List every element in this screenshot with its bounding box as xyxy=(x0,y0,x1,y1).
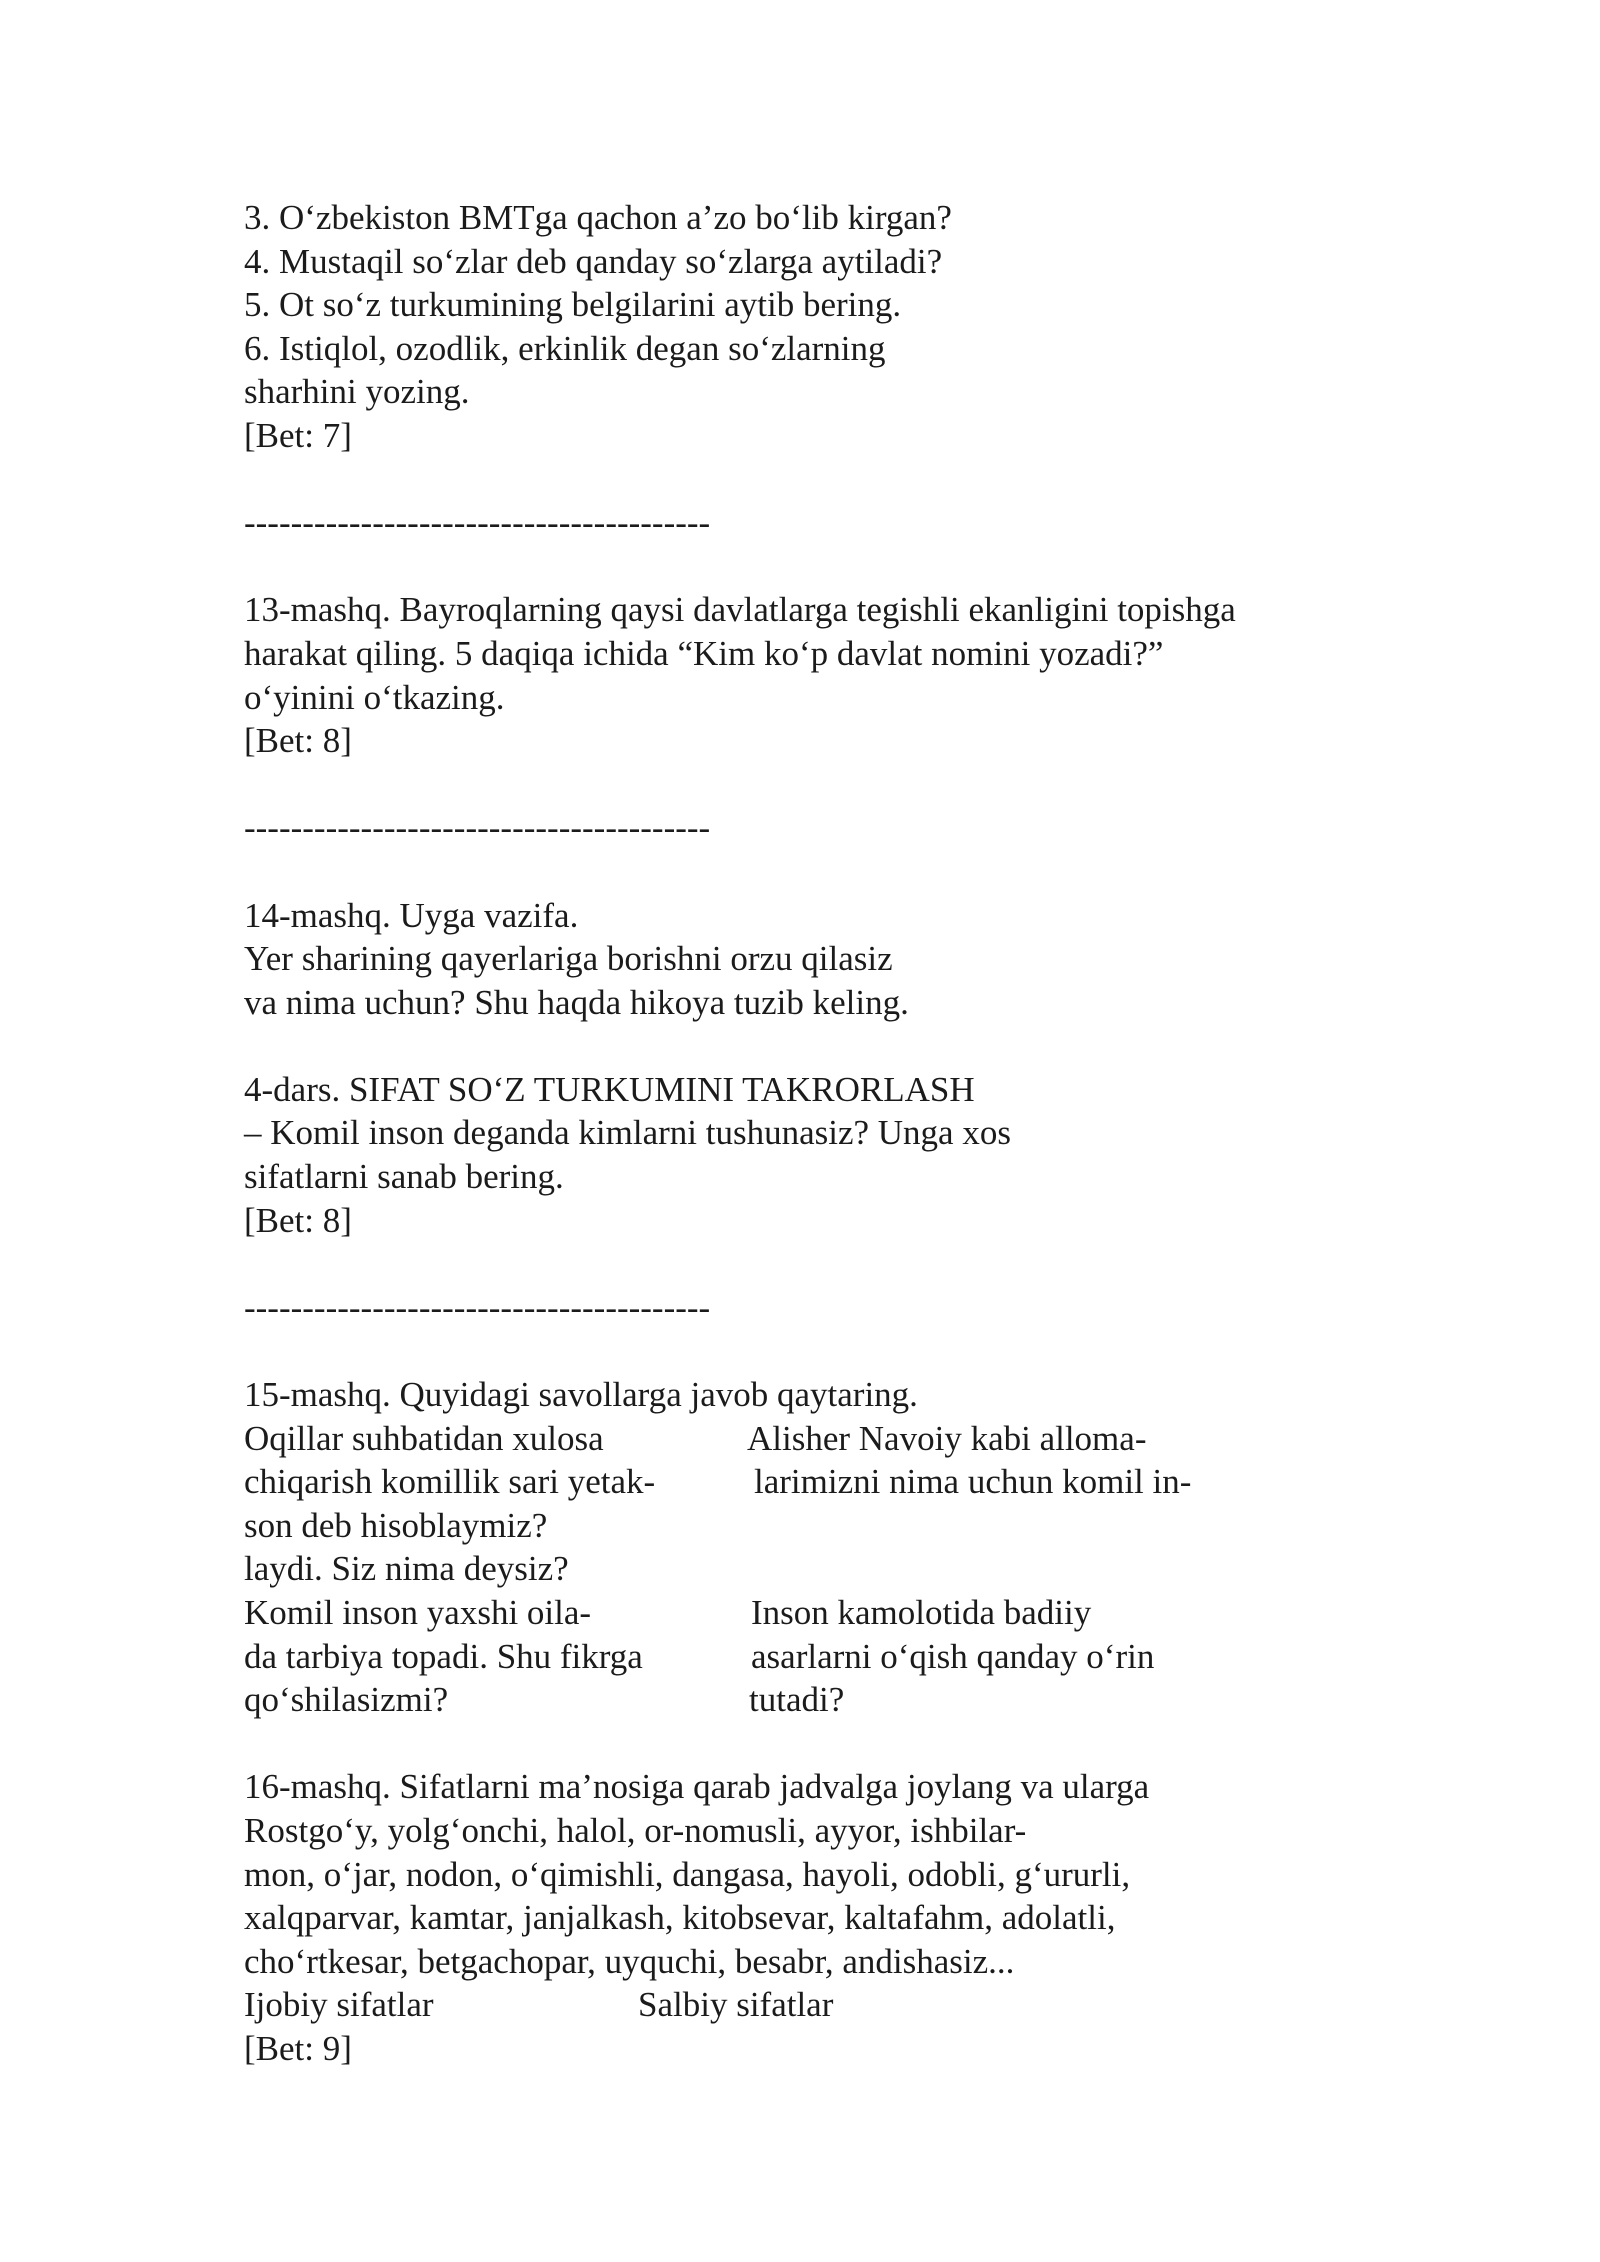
exercise-15-row-4: laydi. Siz nima deysiz? xyxy=(244,1549,569,1589)
negative-adjectives-heading: Salbiy sifatlar xyxy=(638,1985,834,2025)
exercise-16-line-1: 16-mashq. Sifatlarni ma’nosiga qarab jadvalga joylang va ularga xyxy=(244,1767,1150,1807)
exercise-15-row-6-right: asarlarni o‘qish qanday o‘rin xyxy=(751,1636,1155,1676)
exercise-15-row-2-right: larimizni nima uchun komil in- xyxy=(754,1462,1192,1502)
exercise-16-line-4: xalqparvar, kamtar, janjalkash, kitobsevar, kaltafahm, adolatli, xyxy=(244,1898,1116,1938)
exercise-14-line-2: Yer sharining qayerlariga borishni orzu qilasiz xyxy=(244,939,893,979)
exercise-15-row-1-right: Alisher Navoiy kabi alloma- xyxy=(747,1418,1147,1458)
page-reference-8a: [Bet: 8] xyxy=(244,721,352,761)
separator-1: ---------------------------------------- xyxy=(244,503,711,543)
exercise-16-line-2: Rostgo‘y, yolg‘onchi, halol, or-nomusli, ayyor, ishbilar- xyxy=(244,1810,1027,1850)
exercise-14-line-3: va nima uchun? Shu haqda hikoya tuzib keling. xyxy=(244,982,909,1022)
exercise-13-line-2: harakat qiling. 5 daqiqa ichida “Kim ko‘p davlat nomini yozadi?” xyxy=(244,633,1164,673)
page-reference-7: [Bet: 7] xyxy=(244,415,352,455)
exercise-15-row-1-left: Oqillar suhbatidan xulosa xyxy=(244,1418,604,1458)
exercise-15-row-5 xyxy=(244,1591,1444,1635)
positive-adjectives-heading: Ijobiy sifatlar xyxy=(244,1985,434,2025)
exercise-13-line-1: 13-mashq. Bayroqlarning qaysi davlatlarga tegishli ekanligini topishga xyxy=(244,590,1236,630)
question-6-line-1: 6. Istiqlol, ozodlik, erkinlik degan so‘zlarning xyxy=(244,328,886,368)
exercise-15-row-3: son deb hisoblaymiz? xyxy=(244,1505,548,1545)
exercise-15-row-7-left: qo‘shilasizmi? xyxy=(244,1680,449,1720)
question-3: 3. O‘zbekiston BMTga qachon a’zo bo‘lib kirgan? xyxy=(244,198,952,237)
exercise-15-row-6-left: da tarbiya topadi. Shu fikrga xyxy=(244,1636,643,1676)
document-body xyxy=(244,196,1444,2071)
question-6-line-2: sharhini yozing. xyxy=(244,372,470,412)
exercise-15-row-5-right: Inson kamolotida badiiy xyxy=(751,1593,1092,1632)
separator-3: ---------------------------------------- xyxy=(244,1287,711,1327)
exercise-13-line-3: o‘yinini o‘tkazing. xyxy=(244,677,505,717)
exercise-15-row-2 xyxy=(244,1460,1444,1504)
exercise-16-line-3: mon, o‘jar, nodon, o‘qimishli, dangasa, hayoli, odobli, g‘ururli, xyxy=(244,1854,1131,1894)
exercise-15-row-1 xyxy=(244,1417,1444,1461)
exercise-16-line-5: cho‘rtkesar, betgachopar, uyquchi, besabr, andishasiz... xyxy=(244,1941,1015,1981)
exercise-16-columns xyxy=(244,1983,1444,2027)
question-4: 4. Mustaqil so‘zlar deb qanday so‘zlarga aytiladi? xyxy=(244,241,943,281)
separator-2: ---------------------------------------- xyxy=(244,808,711,848)
lesson-4-line-1: – Komil inson deganda kimlarni tushunasiz? Unga xos xyxy=(244,1113,1011,1153)
question-5: 5. Ot so‘z turkumining belgilarini aytib bering. xyxy=(244,285,902,325)
exercise-15-row-5-left: Komil inson yaxshi oila- xyxy=(244,1593,592,1632)
exercise-15-row-6 xyxy=(244,1635,1444,1679)
exercise-14-title: 14-mashq. Uyga vazifa. xyxy=(244,895,579,935)
lesson-4-line-2: sifatlarni sanab bering. xyxy=(244,1157,564,1197)
exercise-15-row-7 xyxy=(244,1678,1444,1722)
exercise-15-title: 15-mashq. Quyidagi savollarga javob qaytaring. xyxy=(244,1375,918,1415)
exercise-15-row-7-right: tutadi? xyxy=(749,1680,845,1720)
exercise-15-row-2-left: chiqarish komillik sari yetak- xyxy=(244,1462,656,1502)
page-reference-9: [Bet: 9] xyxy=(244,2028,352,2068)
page-reference-8b: [Bet: 8] xyxy=(244,1200,352,1240)
lesson-4-title: 4-dars. SIFAT SO‘Z TURKUMINI TAKRORLASH xyxy=(244,1069,975,1109)
